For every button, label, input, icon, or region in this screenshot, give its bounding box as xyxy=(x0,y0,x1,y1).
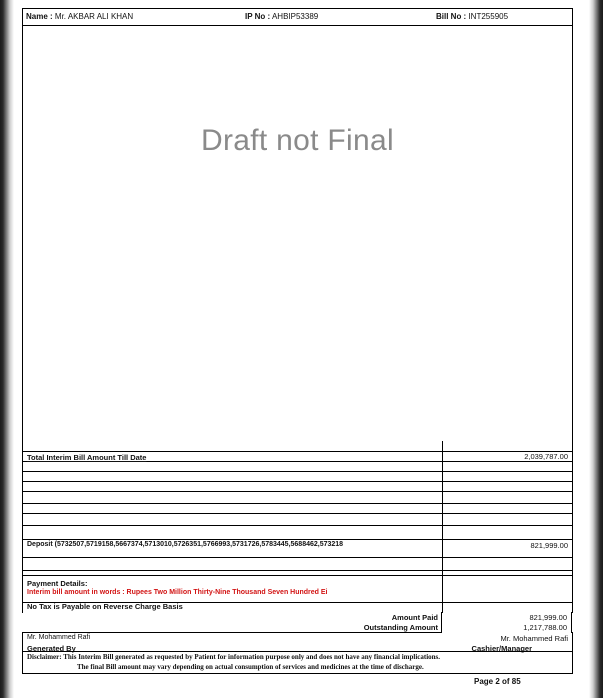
total-label: Total Interim Bill Amount Till Date xyxy=(27,453,147,462)
outstanding-label: Outstanding Amount xyxy=(363,623,438,632)
ip-number xyxy=(245,12,318,21)
page-number: Page 2 of 85 xyxy=(474,677,521,686)
draft-watermark: Draft not Final xyxy=(201,124,394,157)
outstanding-value: 1,217,788.00 xyxy=(523,623,567,632)
bill-header xyxy=(22,8,573,26)
bill-sheet xyxy=(22,8,572,688)
payment-details xyxy=(22,570,573,613)
total-value: 2,039,787.00 xyxy=(524,452,568,461)
amount-paid-label: Amount Paid xyxy=(391,613,438,622)
deposit-label: Deposit (5732507,5719158,5667374,5713010,5726351,5766993,5731726,5783445,5688462,573218 xyxy=(27,541,344,548)
table-rule xyxy=(23,481,572,482)
table-rule xyxy=(23,575,572,576)
cashier-label: Cashier/Manager xyxy=(471,644,532,653)
name-value: Mr. AKBAR ALI KHAN xyxy=(54,12,134,21)
column-divider xyxy=(442,570,443,613)
amount-paid-value: 821,999.00 xyxy=(529,613,567,622)
signature-row xyxy=(22,632,573,652)
disclaimer-line-2: The final Bill amount may vary depending on actual consumption of services and medicines at the time of discharge. xyxy=(77,663,424,671)
ip-value: AHBIP53389 xyxy=(271,12,319,21)
table-rule xyxy=(23,557,572,558)
generated-by-name: Mr. Mohammed Rafi xyxy=(27,634,91,641)
disclaimer-line-1: Disclaimer: This Interim Bill generated as requested by Patient for information purpose only and does not have any financial implications. xyxy=(27,653,441,661)
left-edge-shadow xyxy=(0,0,14,698)
table-rule xyxy=(23,451,572,452)
amount-summary xyxy=(22,612,572,633)
name-label: Name : xyxy=(26,12,53,21)
table-rule xyxy=(23,525,572,526)
table-rule xyxy=(23,491,572,492)
ip-label: IP No : xyxy=(245,12,271,21)
bill-number xyxy=(436,12,508,21)
generated-by-label: Generated By xyxy=(27,644,76,653)
table-rule xyxy=(23,673,572,674)
amount-in-words: Interim bill amount in words : Rupees Two Million Thirty-Nine Thousand Seven Hundred Ei xyxy=(27,589,328,596)
table-rule xyxy=(23,471,572,472)
table-rule xyxy=(23,570,572,571)
disclaimer-box xyxy=(22,652,573,674)
totals-table xyxy=(22,441,573,571)
patient-name xyxy=(26,12,133,21)
cashier-name: Mr. Mohammed Rafi xyxy=(500,634,568,643)
table-rule xyxy=(23,513,572,514)
deposit-value: 821,999.00 xyxy=(530,541,568,550)
column-divider xyxy=(441,612,442,633)
right-edge-shadow xyxy=(589,0,603,698)
payment-details-label: Payment Details: xyxy=(27,579,88,588)
bill-label: Bill No : xyxy=(436,12,467,21)
bill-body xyxy=(22,26,573,461)
bill-value: INT255905 xyxy=(468,12,509,21)
table-rule xyxy=(23,503,572,504)
tax-note: No Tax is Payable on Reverse Charge Basis xyxy=(27,602,183,611)
table-rule xyxy=(23,539,572,540)
